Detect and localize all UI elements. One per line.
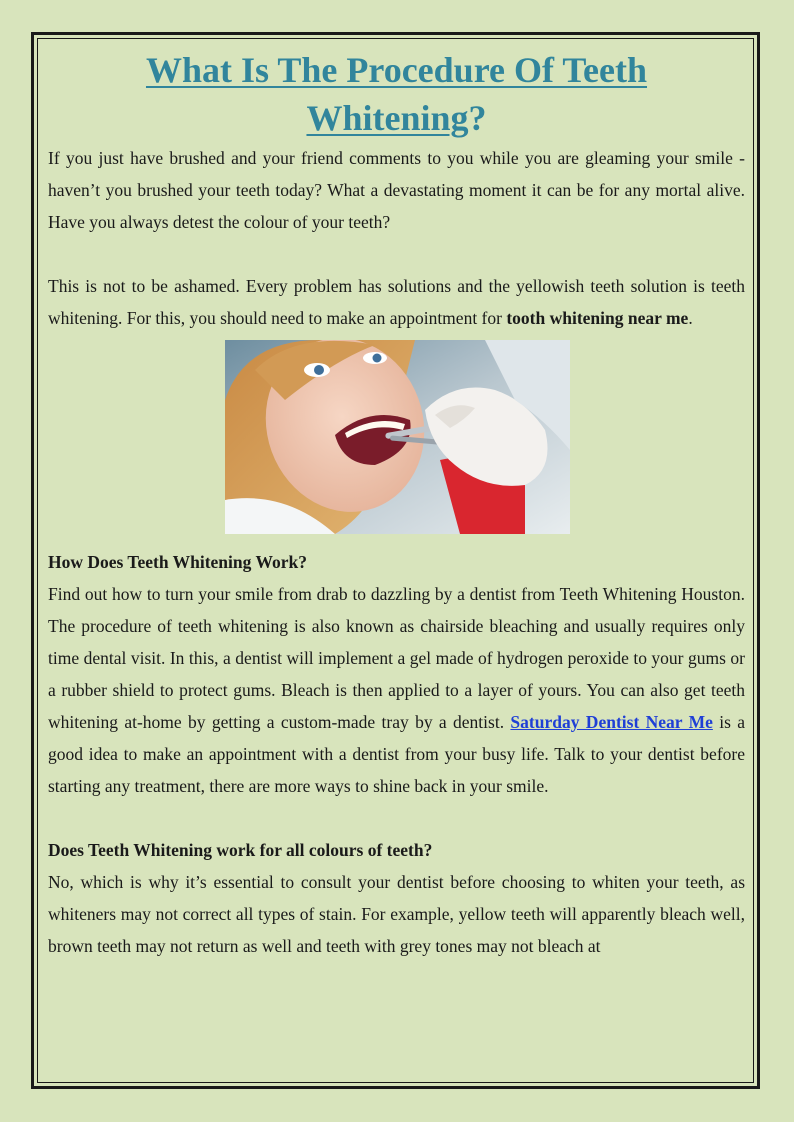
section-body-how-it-works <box>48 578 745 802</box>
spacer <box>48 238 745 270</box>
section1-body-start: Find out how to turn your smile from drab to dazzling by a dentist from Teeth Whitening Houston. The procedure of teeth whitening is also known as chairside bleaching and usually requires only time dental visit. In this, a dentist will implement a gel made of hydrogen peroxide to your gums or a rubber shield to protect gums. Bleach is then applied to a layer of yours. You can also get teeth whitening at-home by getting a custom-made tray by a dentist. <box>48 584 745 732</box>
intro-paragraph-2 <box>48 270 745 334</box>
title-link[interactable]: Whitening <box>306 98 469 138</box>
section-heading-all-colours: Does Teeth Whitening work for all colours of teeth? <box>48 840 433 860</box>
photo-container <box>48 334 745 546</box>
title-line-1: What Is The Procedure Of Teeth <box>145 50 648 90</box>
intro-paragraph-1: If you just have brushed and your friend comments to you while you are gleaming your smile - haven’t you brushed your teeth today? What a devastating moment it can be for any mortal alive. Have you always detest the colour of your teeth? <box>48 148 745 232</box>
spacer <box>48 802 745 834</box>
document-body <box>48 46 745 962</box>
intro-p2-start: This is not to be ashamed. Every problem has solutions and the yellowish teeth solution is teeth whitening. For this, you should need to make an appointment for <box>48 276 745 328</box>
dental-patient-photo <box>225 340 570 534</box>
page-title <box>48 46 745 142</box>
section1-body-end: is a good idea to make an appointment with a dentist from your busy life. Talk to your dentist before starting any treatment, there are more ways to shine back in your smile. <box>48 712 745 796</box>
section-body-all-colours: No, which is why it’s essential to consult your dentist before choosing to whiten your teeth, as whiteners may not correct all types of stain. For example, yellow teeth will apparently bleach well, brown teeth may not return as well and teeth with grey tones may not bleach at <box>48 872 745 956</box>
title-end: ? <box>468 98 487 138</box>
intro-p2-end: . <box>688 308 693 328</box>
intro-p2-bold: tooth whitening near me <box>506 308 689 328</box>
saturday-dentist-link[interactable]: Saturday Dentist Near Me <box>510 712 713 732</box>
section-heading-how-it-works: How Does Teeth Whitening Work? <box>48 552 307 572</box>
